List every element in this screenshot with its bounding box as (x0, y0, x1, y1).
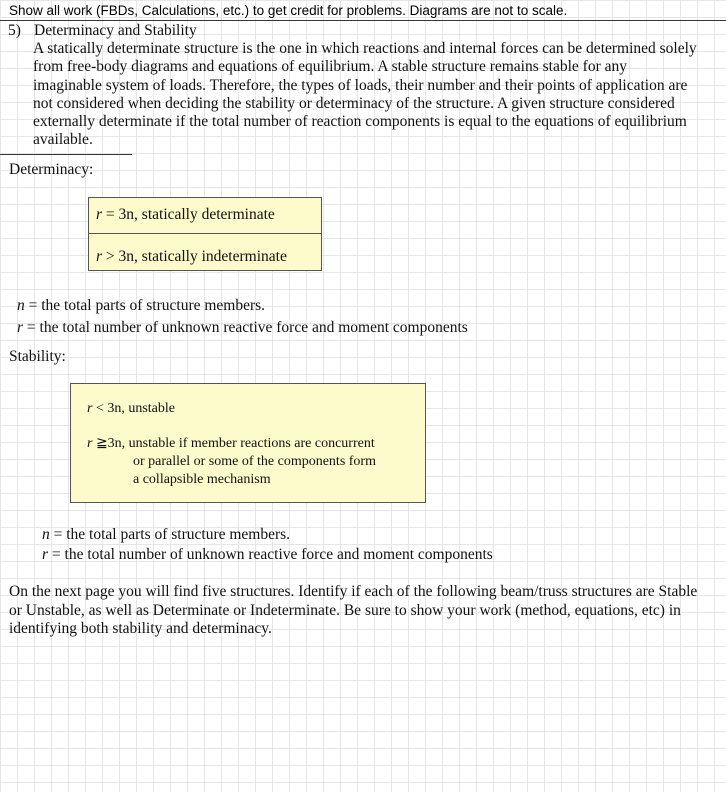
section-divider (0, 154, 132, 155)
var-r: r (42, 546, 49, 563)
unstable-condition (87, 401, 175, 417)
definition-text: = the total parts of structure members. (24, 297, 266, 314)
var-r: r (87, 436, 93, 451)
condition-text: ≧3n, unstable if member reactions are concurrent (92, 436, 375, 451)
var-r: r (17, 319, 24, 336)
indeterminate-condition (96, 248, 287, 266)
paragraph-line: imaginable system of loads. Therefore, the types of loads, their number and their points of application are (33, 76, 688, 94)
determinate-condition (96, 206, 275, 224)
paragraph-line: A statically determinate structure is the one in which reactions and internal forces can be determined solely (33, 40, 697, 57)
question-paragraph (33, 40, 723, 150)
question-heading: Determinacy and Stability (34, 22, 197, 39)
paragraph-line: or Unstable, as well as Determinate or Indeterminate. Be sure to show your work (method, equations, etc) in (9, 601, 681, 619)
definition-text: = the total number of unknown reactive force and moment components (48, 546, 493, 563)
definition-text: = the total number of unknown reactive force and moment components (23, 319, 468, 336)
question-title (8, 22, 197, 40)
paragraph-line: identifying both stability and determinacy. (9, 620, 272, 637)
paragraph-line: from free-body diagrams and equations of equilibrium. A stable structure remains stable for any (33, 58, 627, 76)
definition-text: = the total parts of structure members. (49, 526, 291, 543)
paragraph-line: On the next page you will find five structures. Identify if each of the following beam/truss structures are Stable (9, 583, 698, 600)
var-n: n (17, 297, 25, 314)
definition-r (17, 319, 468, 337)
box-divider (89, 233, 321, 234)
var-r: r (96, 206, 103, 223)
var-r: r (87, 401, 93, 416)
determinacy-label: Determinacy: (9, 161, 94, 178)
condition-text: = 3n, statically determinate (102, 206, 275, 223)
unstable-condition-2 (87, 435, 375, 452)
paragraph-line: not considered when deciding the stability or determinacy of the structure. A given structure considered (33, 94, 675, 112)
paragraph-line: externally determinate if the total number of reaction components is equal to the equations of equilibrium (33, 113, 687, 131)
determinacy-box (88, 197, 322, 271)
definition-n (17, 297, 265, 315)
definition-r (42, 546, 493, 564)
stability-label: Stability: (9, 348, 66, 365)
condition-text: < 3n, unstable (92, 401, 176, 416)
var-n: n (42, 526, 50, 543)
condition-continuation: or parallel or some of the components form (133, 454, 376, 469)
condition-continuation: a collapsible mechanism (133, 472, 271, 487)
var-r: r (96, 248, 103, 265)
instructions-paragraph (9, 583, 725, 639)
paragraph-line: available. (33, 131, 93, 149)
header-divider (0, 20, 726, 21)
definition-n (42, 526, 290, 544)
page-instruction: Show all work (FBDs, Calculations, etc.) to get credit for problems. Diagrams are not to scale. (9, 3, 568, 18)
question-number: 5) (8, 22, 21, 39)
condition-text: > 3n, statically indeterminate (102, 248, 287, 265)
stability-box (70, 383, 426, 503)
